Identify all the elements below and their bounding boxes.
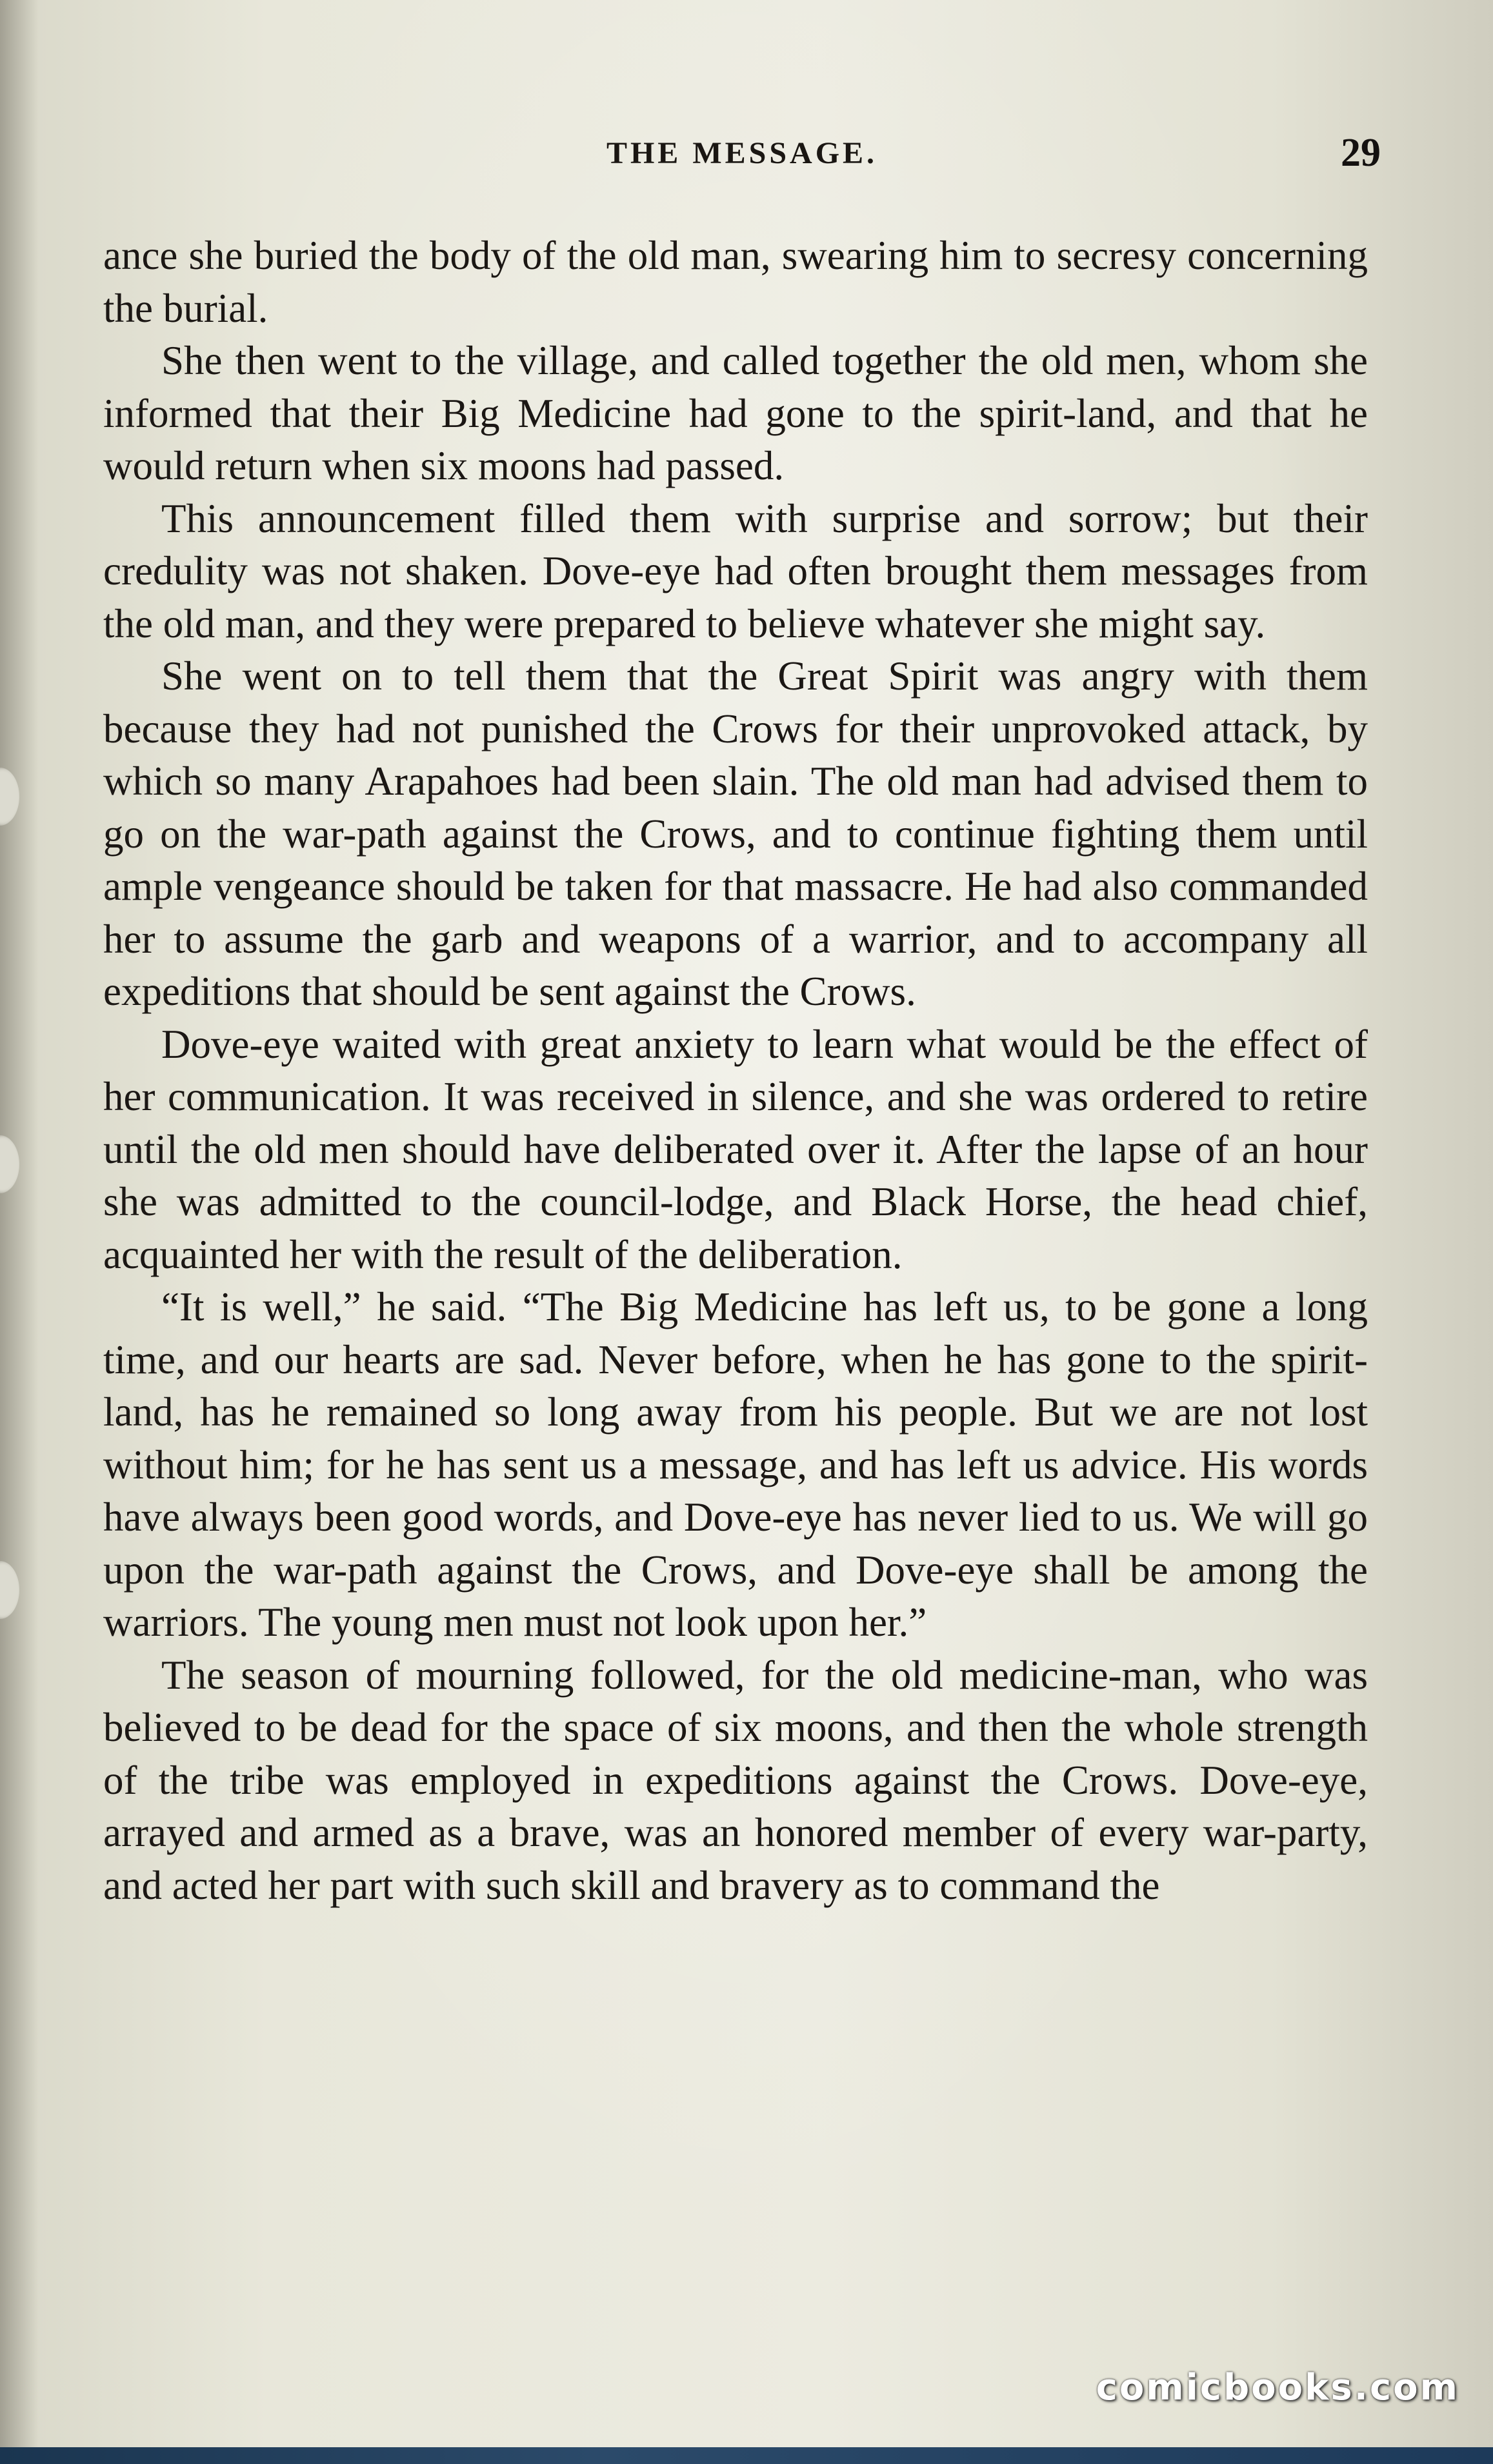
scan-edge-strip — [0, 2447, 1493, 2464]
paragraph: She then went to the village, and called together the old men, whom she informed that their Big Medicine had gone to the spirit-land, and that he would return when six moons had passed. — [103, 338, 1368, 488]
paragraph: She went on to tell them that the Great Spirit was angry with them because they had not punished the Crows for their unprovoked attack, by which so many Arapahoes had been slain. The old man had advised them to go on the war-path against the Crows, and to continue fighting them until ample vengeance should be taken for that massacre. He had also commanded her to assume the garb and weapons of a warrior, and to accompany all expeditions that should be sent against the Crows. — [103, 653, 1368, 1014]
paragraph: This announcement filled them with surprise and sorrow; but their credulity was not shaken. Dove-eye had often brought them messages from the old man, and they were prepared to believe whatever she might say. — [103, 495, 1368, 646]
page-gutter-shadow — [0, 0, 39, 2464]
watermark: comicbooks.com — [1096, 2367, 1459, 2409]
chapter-title: THE MESSAGE. — [606, 136, 878, 170]
paragraph: The season of mourning followed, for the old medicine-man, who was believed to be dead for the space of six moons, and then the whole strength of the tribe was employed in expeditions against the Crows. Dove-eye, arrayed and armed as a brave, was an honored member of every war-party, and acted her part with such skill and bravery as to command the — [103, 1652, 1368, 1908]
paragraph: Dove-eye waited with great anxiety to learn what would be the effect of her communication. It was received in silence, and she was ordered to retire until the old men should have deliberated over it. After the lapse of an hour she was admitted to the council-lodge, and Black Horse, the head chief, acquainted her with the result of the deliberation. — [103, 1021, 1368, 1277]
paragraph: ance she buried the body of the old man, swearing him to secresy concerning the burial. — [103, 233, 1368, 331]
page-number: 29 — [1341, 131, 1381, 175]
paragraph: “It is well,” he said. “The Big Medicine has left us, to be gone a long time, and our hearts are sad. Never before, when he has gone to the spirit-land, has he remained so long away from his people. But we are not lost without him; for he has sent us a message, and has left us advice. His words have always been good words, and Dove-eye has never lied to us. We will go upon the war-path against the Crows, and Dove-eye shall be among the warriors. The young men must not look upon her.” — [103, 1284, 1368, 1645]
body-text — [103, 230, 1368, 1912]
running-head — [103, 129, 1381, 187]
